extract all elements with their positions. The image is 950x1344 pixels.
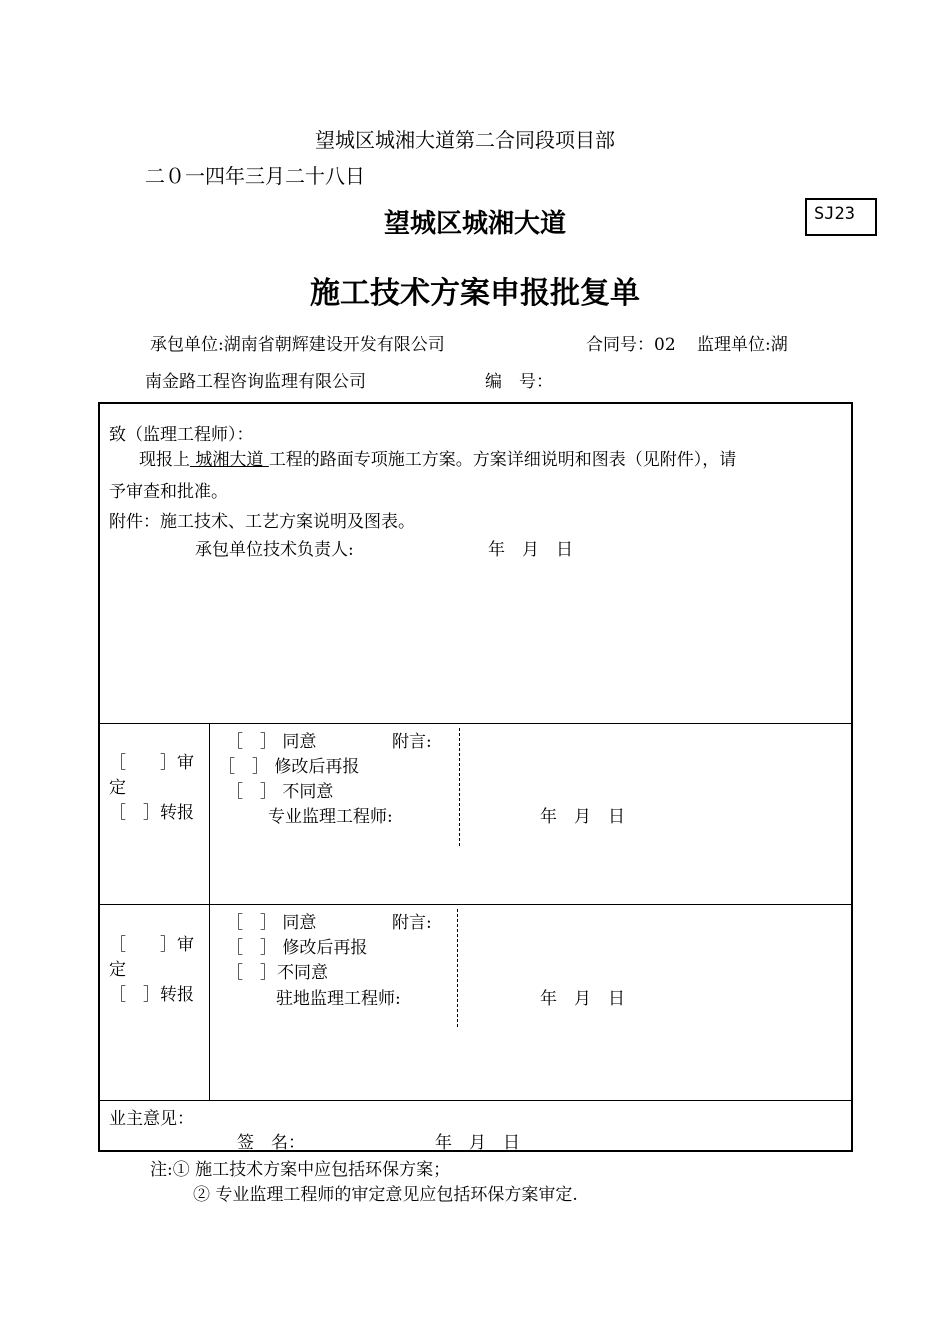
section3-sign-date: 年 月 日 bbox=[540, 989, 625, 1009]
note-1: 注:① 施工技术方案中应包括环保方案； bbox=[150, 1160, 451, 1180]
column-divider bbox=[209, 723, 210, 1100]
header-date: 二０一四年三月二十八日 bbox=[145, 164, 365, 188]
section3-modify-option: ［ ］ 修改后再报 bbox=[226, 938, 368, 958]
section3-forward-option: ［ ］转报 bbox=[109, 985, 194, 1005]
section3-review-option: ［ ］审 bbox=[109, 935, 194, 955]
document-title: 望城区城湘大道 bbox=[383, 209, 566, 239]
row-divider bbox=[100, 723, 851, 724]
approval-form-table bbox=[98, 402, 853, 1152]
section2-review-option: ［ ］审 bbox=[109, 753, 194, 773]
contractor-sign-date: 年 月 日 bbox=[488, 540, 573, 560]
supervisor-field-part1: 监理单位:湖 bbox=[697, 335, 788, 355]
note-2: ② 专业监理工程师的审定意见应包括环保方案审定. bbox=[193, 1185, 578, 1205]
section2-agree-option: ［ ］ 同意 bbox=[226, 732, 317, 752]
section3-disagree-option: ［ ］不同意 bbox=[226, 963, 328, 983]
supervisor-field-part2: 南金路工程咨询监理有限公司 bbox=[145, 372, 366, 392]
contract-number-field: 合同号：02 bbox=[586, 335, 676, 355]
row-divider bbox=[100, 1100, 851, 1101]
report-project-name: 城湘大道 bbox=[190, 450, 269, 470]
owner-opinion-label: 业主意见： bbox=[109, 1109, 194, 1129]
row-divider bbox=[100, 904, 851, 905]
header-department: 望城区城湘大道第二合同段项目部 bbox=[315, 128, 615, 152]
section2-remark-label: 附言: bbox=[392, 732, 432, 752]
section3-agree-option: ［ ］ 同意 bbox=[226, 913, 317, 933]
section2-engineer-label: 专业监理工程师: bbox=[268, 807, 393, 827]
owner-sign-label: 签 名： bbox=[237, 1133, 305, 1153]
serial-number-field: 编 号： bbox=[485, 372, 553, 392]
section2-sign-date: 年 月 日 bbox=[540, 807, 625, 827]
contractor-field: 承包单位:湖南省朝辉建设开发有限公司 bbox=[150, 335, 445, 355]
report-suffix: 工程的路面专项施工方案。方案详细说明和图表（见附件），请 bbox=[268, 450, 737, 470]
document-subtitle: 施工技术方案申报批复单 bbox=[310, 276, 640, 311]
report-text-line2: 予审查和批准。 bbox=[109, 482, 228, 502]
section2-modify-option: ［ ］ 修改后再报 bbox=[218, 757, 360, 777]
section2-disagree-option: ［ ］ 不同意 bbox=[226, 782, 334, 802]
dashed-divider bbox=[457, 909, 458, 1027]
section2-review-option-cont: 定 bbox=[109, 778, 126, 798]
attachment-label: 附件：施工技术、工艺方案说明及图表。 bbox=[109, 512, 415, 532]
to-supervisor-label: 致（监理工程师）： bbox=[109, 425, 254, 445]
section3-review-option-cont: 定 bbox=[109, 960, 126, 980]
section2-forward-option: ［ ］转报 bbox=[109, 803, 194, 823]
section3-remark-label: 附言: bbox=[392, 913, 432, 933]
contractor-signer-label: 承包单位技术负责人: bbox=[195, 540, 354, 560]
form-code-box: SJ23 bbox=[805, 198, 877, 236]
section3-engineer-label: 驻地监理工程师: bbox=[276, 989, 401, 1009]
report-prefix: 现报上 bbox=[139, 450, 190, 470]
dashed-divider bbox=[459, 728, 460, 846]
report-text-line1 bbox=[139, 445, 736, 470]
owner-sign-date: 年 月 日 bbox=[435, 1133, 520, 1153]
